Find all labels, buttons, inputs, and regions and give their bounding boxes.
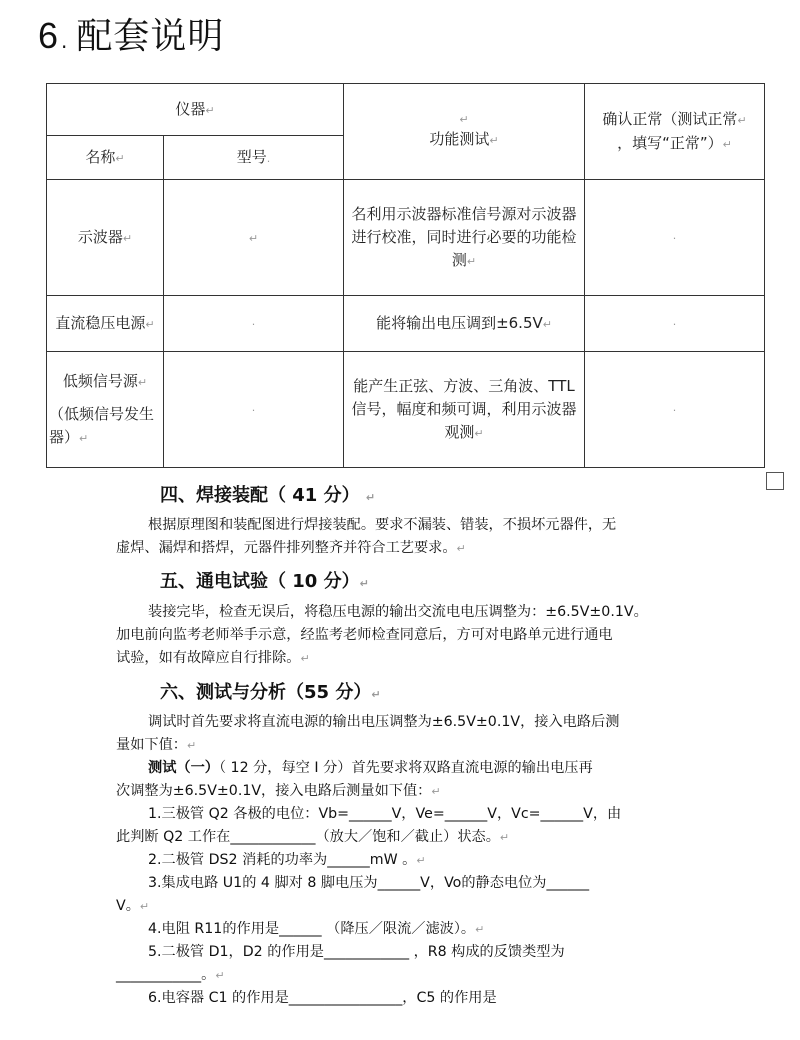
title-dot: .: [61, 29, 69, 53]
header-instrument: 仪器↵: [47, 84, 344, 136]
test1-line: 测试（一）（ 12 分，每空 I 分）首先要求将双路直流电源的输出电压再: [148, 760, 593, 776]
header-function: ↵ 功能测试↵: [344, 84, 585, 180]
row-name: 低频信号源↵ （低频信号发生器）↵: [47, 352, 164, 468]
row-model: ·: [164, 296, 344, 352]
row-model: ·: [164, 352, 344, 468]
test1-line: 次调整为±6.5V±0.1V，接入电路后测量如下值：↵: [116, 783, 441, 799]
row-confirm: ·: [585, 352, 765, 468]
test-item: ____________。↵: [116, 967, 225, 983]
test-item: 5.二极管 D1，D2 的作用是____________ ，R8 构成的反馈类型为: [148, 944, 565, 960]
section6-para-line: 调试时首先要求将直流电源的输出电压调整为±6.5V±0.1V，接入电路后测: [148, 714, 620, 730]
test-item: V。↵: [116, 898, 150, 914]
row-confirm: ·: [585, 296, 765, 352]
placeholder-square: [766, 472, 784, 490]
section4-para-line: 根据原理图和装配图进行焊接装配。要求不漏装、错装，不损坏元器件，无: [148, 517, 617, 533]
test-item: 1.三极管 Q2 各极的电位：Vb=______V，Ve=______V，Vc=______V，由: [148, 806, 622, 822]
section4-heading: 四、焊接装配（ 41 分） ↵: [160, 485, 376, 506]
test-item: 6.电容器 C1 的作用是________________，C5 的作用是: [148, 990, 497, 1006]
header-name: 名称↵: [47, 136, 164, 180]
row-confirm: ·: [585, 180, 765, 296]
test-item: 4.电阻 R11的作用是______ （降压／限流／滤波）。↵: [148, 921, 485, 937]
row-function: 能产生正弦、方波、三角波、TTL信号，幅度和频可调，利用示波器观测↵: [344, 352, 585, 468]
row-function: 名利用示波器标准信号源对示波器进行校准，同时进行必要的功能检测↵: [344, 180, 585, 296]
section5-para-line: 加电前向监考老师举手示意，经监考老师检查同意后，方可对电路单元进行通电: [116, 627, 613, 643]
row-function: 能将输出电压调到±6.5V↵: [344, 296, 585, 352]
header-confirm: 确认正常（测试正常↵ ，填写“正常”）↵: [585, 84, 765, 180]
page-title: [38, 8, 224, 59]
test-item: 此判断 Q2 工作在____________（放大／饱和／截止）状态。↵: [116, 829, 510, 845]
section5-para-line: 试验，如有故障应自行排除。↵: [116, 650, 310, 666]
row-name: 示波器↵: [47, 180, 164, 296]
header-model: 型号.: [164, 136, 344, 180]
test1-label: 测试（一）: [148, 760, 219, 776]
row-model: ↵: [164, 180, 344, 296]
section6-heading: 六、测试与分析（55 分）↵: [160, 682, 381, 703]
test-item: 2.二极管 DS2 消耗的功率为______mW 。↵: [148, 852, 426, 868]
section5-para-line: 装接完毕，检查无误后，将稳压电源的输出交流电电压调整为：±6.5V±0.1V。: [148, 604, 648, 620]
title-text: 配套说明: [76, 16, 225, 57]
section6-para-line: 量如下值：↵: [116, 737, 197, 753]
row-name: 直流稳压电源↵: [47, 296, 164, 352]
section5-heading: 五、通电试验（ 10 分）↵: [160, 571, 369, 592]
title-number: 6: [38, 15, 60, 56]
instrument-table: [46, 83, 765, 468]
section4-para-line: 虚焊、漏焊和搭焊，元器件排列整齐并符合工艺要求。↵: [116, 540, 466, 556]
test-item: 3.集成电路 U1的 4 脚对 8 脚电压为______V，Vo的静态电位为______: [148, 875, 590, 891]
